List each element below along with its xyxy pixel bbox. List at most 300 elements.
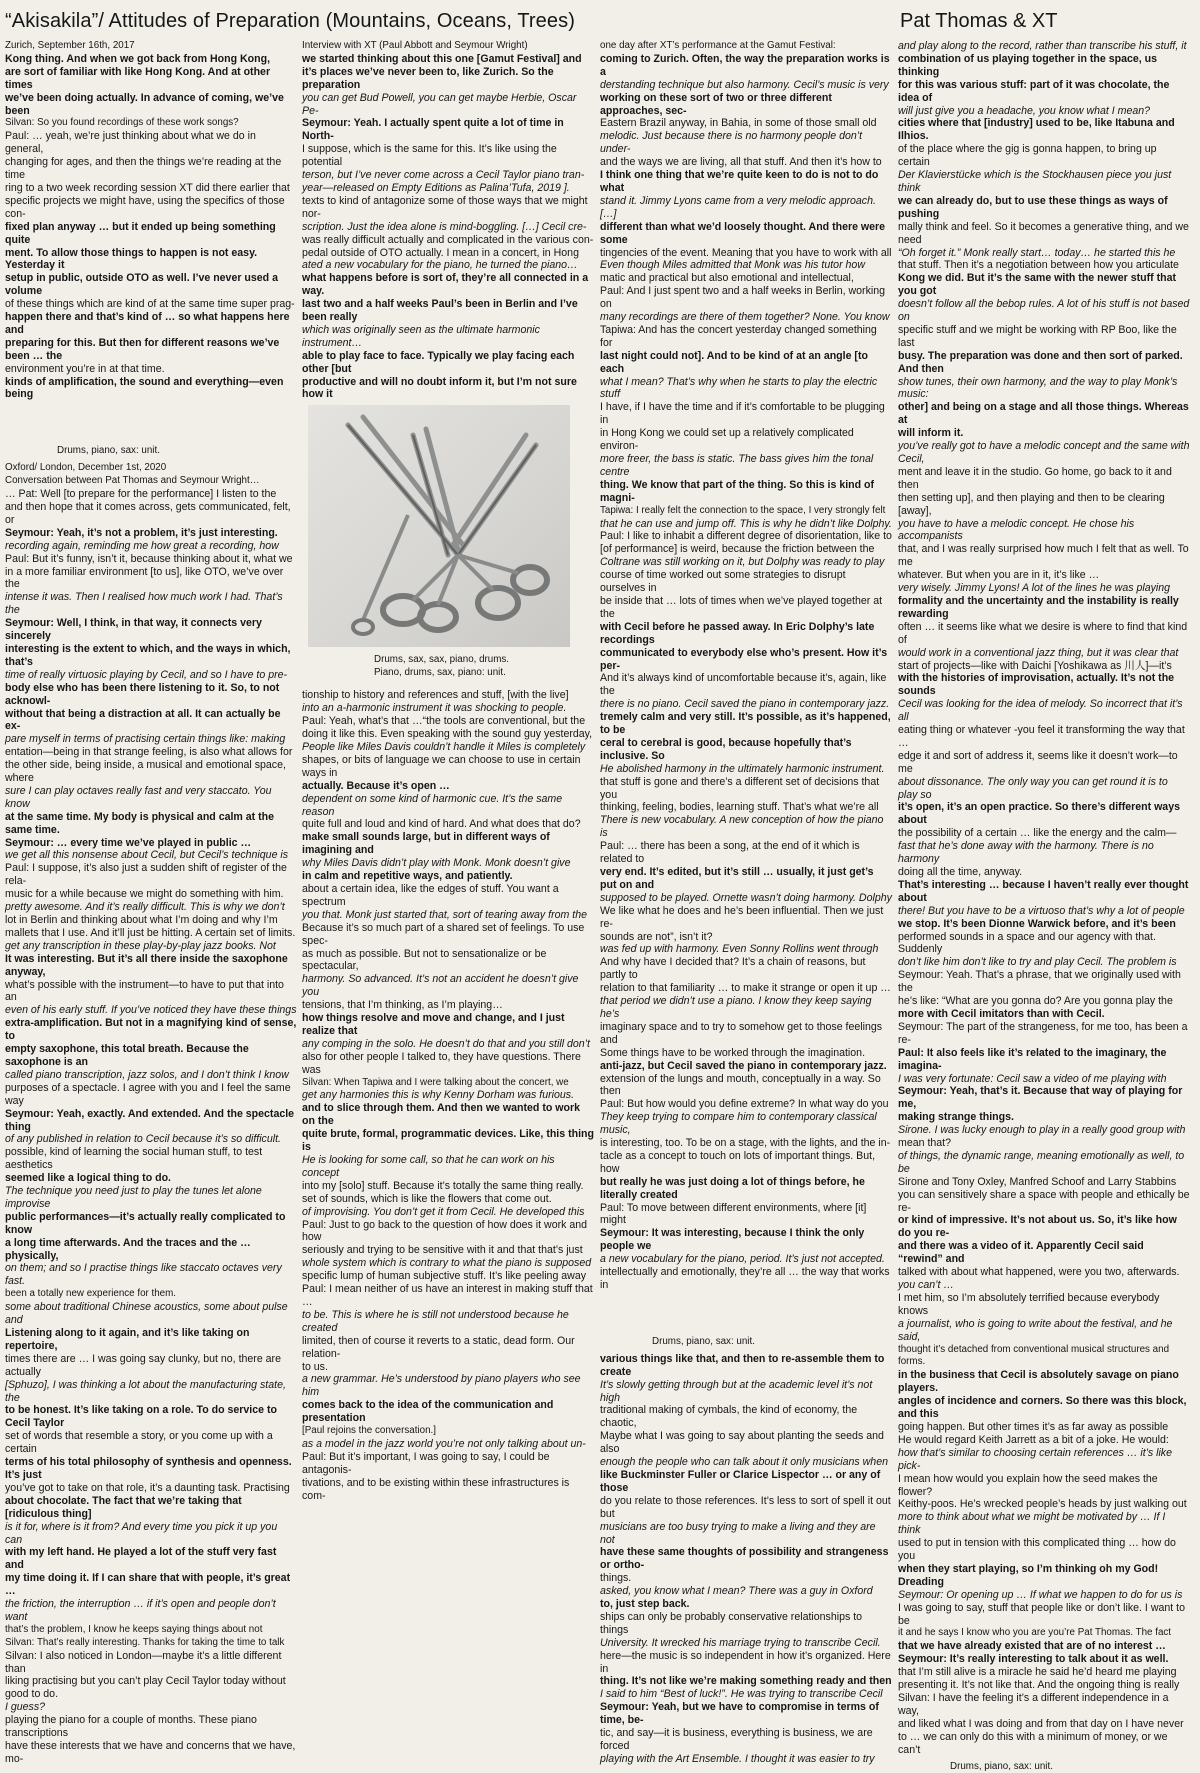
text-line: Silvan: I also noticed in London—maybe it’s a little different than [5,1649,282,1675]
text-line: ships can only be probably conservative relationships to things [600,1610,863,1636]
text-line: fixed plan anyway … but it ended up being something quite [5,220,276,246]
text-line: about a certain idea, like the edges of stuff. You want a spectrum [302,882,559,908]
text-line: playing with the Art Ensemble. I thought it was easier to try [600,1752,875,1765]
text-line: show tunes, their own harmony, and the way to play Monk’s music: [898,375,1178,401]
text-line: environment you’re in at that time. [5,362,165,375]
text-line: That’s interesting … because I haven’t really ever thought about [898,878,1189,904]
text-line: enough the people who can talk about it only musicians when [600,1456,888,1469]
text-line: tingencies of the event. Meaning that you have to work with all [600,246,892,259]
text-line: People like Miles Davis couldn’t handle it Miles is completely [302,741,586,753]
text-line: Some things have to be worked through the imagination. [600,1046,866,1059]
text-line: what happens before is sort of, they’re all connected in a way. [302,272,589,298]
text-line: with the histories of improvisation, actually. It’s not the sounds [898,672,1175,698]
text-line: even of his early stuff. If you’ve noticed they have these things [5,1004,297,1017]
text-line: you that. Monk just started that, sort of tearing away from the [302,908,587,921]
text-line: at the same time. My body is physical and calm at the same time. [5,810,275,836]
text-line: kinds of amplification, the sound and everything—even being [5,375,284,401]
text-line: do you relate to those references. It’s less to sort of spell it out but [600,1494,891,1520]
text-line: would work in a conventional jazz thing, but it was clear that [898,646,1179,659]
text-line: I guess? [5,1701,46,1714]
text-line: but really he was just doing a lot of things before, he literally created [600,1175,865,1201]
text-column-4 [898,40,1190,1772]
text-line: Paul: But it’s important, I was going to say, I could be antagonis- [302,1450,550,1476]
text-line: Seymour: Yeah. That’s a phrase, that we originally used with the [898,969,1181,995]
text-line: tic, and say—it is business, everything is business, we are forced [600,1727,873,1752]
text-line: Silvan: I have the feeling it’s a different independence in a way, [898,1692,1169,1717]
text-line: of things, the dynamic range, meaning emotionally as well, to be [898,1149,1185,1175]
text-line: will inform it. [898,427,964,440]
text-line: terms of his total philosophy of synthesis and openness. It’s just [5,1456,292,1481]
text-line: more freer, the bass is static. The bass gives him the tonal centre [600,453,874,478]
text-line: specific lump of human subjective stuff. It’s like peeling away [302,1270,587,1283]
text-line: Seymour: Or opening up … If what we happen to do for us is [898,1588,1183,1601]
text-line: called piano transcription, jazz solos, and I don’t think I know [5,1068,289,1081]
text-line: Seymour: It’s really interesting to talk about it as well. [898,1653,1169,1666]
text-line: that period we didn’t use a piano. I know they keep saying he’s [600,995,872,1020]
text-line: be inside that … lots of times when we’ve played together at the [600,594,883,620]
text-line: how that’s similar to choosing certain references … it’s like pick- [898,1446,1172,1472]
text-line: busy. The preparation was done and then sort of parked. And then [898,349,1183,375]
text-column-2 [302,40,594,1502]
text-line: you can’t … [898,1279,954,1291]
text-line: and then hope that it comes across, gets communicated, felt, or [5,501,291,526]
text-line: here—the music is so independent in how it’s organized. Here in [600,1649,891,1675]
text-line: [Paul rejoins the conversation.] [302,1425,436,1437]
text-line: formality and the uncertainty and the instability is really rewarding [898,594,1179,620]
text-line: scription. Just the idea alone is mind-boggling. […] Cecil cre- [302,220,587,233]
text-line: anti-jazz, but Cecil saved the piano in contemporary jazz. [600,1059,887,1072]
text-line: that stuff. Then it’s a negotiation between how you articulate [898,259,1179,272]
text-line: Seymour: Well, I think, in that way, it connects very sincerely [5,617,262,643]
text-line: recording again, reminding me how great a recording, how [5,539,279,552]
text-line: you can sensitively share a space with people and ethically be re- [898,1188,1190,1214]
text-line: presenting it. It’s not like that. And the ongoing thing is really [898,1679,1180,1692]
text-line: [of performance] is weird, because the friction between the [600,543,875,556]
artist-name: Pat Thomas & XT [900,10,1058,32]
text-line: Zurich, September 16th, 2017 [5,40,135,51]
text-line: Even though Miles admitted that Monk was his tutor how [600,259,865,272]
text-line: public performances—it’s actually really complicated to know [5,1210,286,1236]
text-line: and liked what I was doing and from that day on I have never [898,1717,1184,1730]
text-line: working on these sort of two or three different approaches, sec- [600,91,832,117]
text-line: have these same thoughts of possibility and strangeness or ortho- [600,1546,889,1572]
text-line: is it for, where is it from? And every time you pick it up you can [5,1520,278,1546]
text-line: you have to have a melodic concept. He chose his accompanists [898,517,1135,543]
text-line: asked, you know what I mean? There was a guy in Oxford [600,1585,873,1598]
text-line: sure I can play octaves really fast and very staccato. You know [5,784,272,810]
text-line: it’s places we’ve never been to, like Zurich. So the preparation [302,65,554,91]
text-line: time of really virtuosic playing by Cecil, and so I have to pre- [5,668,288,681]
text-line: specific stuff and we might be working with RP Boo, like the last [898,323,1177,349]
text-line: it’s open, it’s an open practice. So there’s different ways about [898,801,1180,827]
text-line: Tapiwa: And has the concert yesterday changed something for [600,323,877,349]
text-line: pedal outside of OTO actually. I mean in a concert, in Hong [302,246,579,259]
text-line: is interesting, too. To be on a stage, with the lights, and the in- [600,1137,891,1150]
text-line: [Sphuzo], I was thinking a lot about the manufacturing state, the [5,1378,286,1404]
text-line: intellectually and emotionally, they’re all … the way that works in [600,1266,890,1291]
text-line: some about traditional Chinese acoustics, some about pulse and [5,1301,288,1327]
text-line: happen there and that’s kind of … so what happens here and [5,311,290,336]
text-line: lot in Berlin and thinking about what I’m doing and why I’m [5,914,278,926]
column-4-caption: Drums, piano, sax: unit. [950,1760,1053,1772]
text-line: Paul: To move between different environments, where [it] might [600,1201,867,1227]
text-line: I mean how would you explain how the seed makes the flower? [898,1472,1158,1498]
text-line: performed sounds in a space and our agency with that. Suddenly [898,930,1156,956]
text-line: Conversation between Pat Thomas and Seymour Wright… [5,475,260,487]
text-column-3 [600,40,892,1765]
text-line: Seymour: Yeah, it’s not a problem, it’s just interesting. [5,526,278,539]
text-line: I have, if I have the time and if it’s comfortable to be plugging in [600,401,885,427]
text-line: and there was a video of it. Apparently Cecil said “rewind” and [898,1240,1144,1266]
text-line: of any published in relation to Cecil because it’s so difficult. [5,1133,281,1146]
text-line: what’s possible with the instrument—to have to put that into an [5,978,284,1004]
text-line: that stuff is gone and there’s a different set of decisions that you [600,775,880,801]
text-line: harmony. So advanced. It’s not an accident he doesn’t give you [302,973,579,999]
text-line: thinking, feeling, bodies, learning stuff. That’s what we’re all [600,801,879,814]
text-line: Coltrane was still working on it, but Dolphy was ready to play [600,556,885,569]
text-line: we started thinking about this one [Gamut Festival] and [302,52,582,65]
text-line: and to slice through them. And then we wanted to work on the [302,1102,580,1128]
text-line: like Buckminster Fuller or Clarice Lispector … or any of those [600,1468,881,1494]
text-line: texts to kind of antagonize some of those ways that we might nor- [302,194,588,220]
text-line: able to play face to face. Typically we play facing each other [but [302,349,575,375]
text-line: going happen. But other times it’s as far away as possible [898,1420,1169,1433]
text-line: Listening along to it again, and it’s like taking on repertoire, [5,1327,250,1352]
text-line: doing all the time, anyway. [898,866,1023,878]
text-line: combination of us playing together in the space, us thinking [898,52,1157,78]
text-line: He is looking for some call, so that he can work on his concept [302,1154,555,1179]
text-line: edge it and sort of address it, seems like it doesn’t work—to me [898,749,1178,775]
text-line: melodic. Just because there is no harmony people don’t under- [600,130,863,156]
text-line: quite full and loud and kind of hard. And what does that do? [302,818,581,831]
text-line: to be. This is where he is still not understood because he created [302,1308,569,1334]
text-line: seemed like a logical thing to do. [5,1172,172,1185]
text-line: I met him, so I’m absolutely terrified because everybody knows [898,1291,1160,1317]
text-line: tensions, that I’m thinking, as I’m playing… [302,999,503,1012]
text-line: about dissonance. The only way you can get round it is to play so [898,775,1168,801]
text-line: we stop. It’s been Dionne Warwick before, and it’s been [898,917,1176,930]
text-line: about chocolate. The fact that we’re taking that [ridiculous thing] [5,1494,242,1520]
text-line: purposes of a spectacle. I agree with you and I feel the same way [5,1081,291,1107]
text-line: that I’m still alive is a miracle he said he’d heard me playing [898,1666,1177,1679]
text-line: times there are … I was going say clunky, but no, there are actually [5,1352,281,1378]
text-line: why Miles Davis didn’t play with Monk. Monk doesn’t give [302,857,571,870]
text-line: actually. Because it’s open … [302,779,450,792]
text-line: I said to him “Best of luck!”. He was trying to transcribe Cecil [600,1688,883,1701]
text-line: year—released on Empty Editions as Palina’Tufa, 2019 ]. [302,181,570,194]
text-column-1 [5,40,297,1765]
text-line: ated a new vocabulary for the piano, he turned the piano… [302,259,578,272]
text-line: things. [600,1572,632,1585]
text-line: Tapiwa: I really felt the connection to the space, I very strongly felt [600,504,886,516]
text-line: get any harmonies this is why Kenny Dorham was furious. [302,1089,575,1102]
text-line: intense it was. Then I realised how much work I had. That’s the [5,591,283,617]
text-line: And it’s always kind of uncomfortable because it’s, again, like the [600,672,887,698]
text-line: we’ve been doing actually. In advance of coming, we’ve been [5,91,284,117]
text-line: Kong we did. But it’s the same with the newer stuff that you got [898,272,1177,298]
text-line: to us. [302,1360,328,1373]
text-line: and the ways we are living, all that stuff. And then it’s how to [600,156,882,169]
text-line: different than what we’d loosely thought. And there were some [600,220,886,246]
text-line: set of words that resemble a story, or you come up with a certain [5,1430,273,1456]
text-line: doing it like this. Even speaking with the sound guy yesterday, [302,728,593,741]
text-line: Paul: And I just spent two and a half weeks in Berlin, working on [600,285,886,311]
text-line: to, just step back. [600,1598,690,1611]
text-line: course of time worked out some strategies to disrupt ourselves in [600,569,846,595]
text-line: will just give you a headache, you know what I mean? [898,104,1151,117]
text-line: extension of the lungs and mouth, conceptually in a way. So then [600,1072,881,1098]
text-line: Paul: … yeah, we’re just thinking about what we do in general, [5,130,256,156]
text-line: you’ve got to take on that role, it’s a daunting task. Practising [5,1481,290,1494]
text-line: into my [solo] stuff. Because it’s totally the same thing really. [302,1179,584,1192]
text-line: music for a while because we might do something with him. [5,888,284,901]
text-line: Paul: Yeah, what’s that …“the tools are conventional, but the [302,715,586,728]
text-line: the friction, the interruption … if it’s open and people don’t want [5,1598,276,1623]
text-line: set of sounds, which is like the flowers that come out. [302,1192,552,1205]
text-line: get any transcription in these play-by-play jazz books. Not [5,939,276,952]
text-line: a journalist, who is going to write about the festival, and he said, [898,1317,1173,1343]
text-line: making strange things. [898,1111,1014,1124]
text-line: without that being a distraction at all. It can actually be ex- [5,707,281,733]
text-line: fast that he’s done away with the harmony. There is no harmony [898,840,1154,866]
text-line: derstanding technique but also harmony. Cecil’s music is very [600,78,889,91]
text-line: on them; and so I practise things like staccato octaves very fast. [5,1262,282,1288]
text-line: There is new vocabulary. A new conception of how the piano is [600,814,884,840]
text-line: limited, then of course it reverts to a static, dead form. Our relation- [302,1334,575,1360]
text-line: tivations, and to be existing within these infrastructures is com- [302,1476,570,1502]
text-line: stand it. Jimmy Lyons came from a very melodic approach. […] [600,194,876,220]
text-line: Paul: … there has been a song, at the end of it which is related to [600,840,860,866]
text-line: into an a-harmonic instrument it was shocking to people. [302,702,567,715]
text-line: start of projects—like with Daichi [Yoshikawa as 川人]—it’s [898,659,1172,672]
text-line: traditional making of cymbals, the kind of economy, the chaotic, [600,1404,858,1430]
text-line: to … we can only do this with a minimum of money, or we can’t [898,1730,1168,1756]
text-line: also for other people I talked to, they have questions. There was [302,1050,581,1076]
text-line: one day after XT’s performance at the Gamut Festival: [600,40,836,51]
text-line: that we have already existed that are of no interest … [898,1640,1166,1653]
text-line: Sirone. I was lucky enough to play in a really good group with [898,1124,1186,1137]
text-line: quite brute, formal, programmatic devices. Like, this thing is [302,1128,594,1154]
text-line: mally think and feel. So it becomes a generative thing, and we need [898,220,1189,246]
text-line: of the place where the gig is gonna happen, to bring up certain [898,143,1157,169]
text-line: comes back to the idea of the communication and presentation [302,1399,554,1425]
text-line: with my left hand. He played a lot of the stuff very fast and [5,1546,277,1572]
text-line: I think one thing that we’re quite keen to do is not to do what [600,169,879,194]
text-line: talked with about what happened, were you two, afterwards. [898,1266,1180,1279]
text-line: very wisely. Jimmy Lyons! A lot of the lines he was playing [898,582,1171,595]
text-line: imaginary space and to try to somehow get to those feelings and [600,1020,883,1046]
text-line: many recordings are there of them together? None. You know [600,311,890,324]
text-line: Because it’s so much part of a shared set of feelings. To use spec- [302,921,585,947]
text-line: a new vocabulary for the piano, period. It’s just not accepted. [600,1253,885,1266]
text-line: there! But you have to be a virtuoso that’s why a lot of people [898,904,1185,917]
text-line: specific projects we might have, using the specifics of those con- [5,194,285,220]
text-line: of improvising. You don’t get it from Cecil. He developed this [302,1205,585,1218]
text-line: angles of incidence and corners. So there was this block, and this [898,1395,1187,1421]
text-line: very end. It’s edited, but it’s still … usually, it just get’s put on and [600,866,874,891]
album-title: “Akisakila”/ Attitudes of Preparation (Mountains, Oceans, Trees) [5,10,575,32]
text-line: Oxford/ London, December 1st, 2020 [5,462,167,474]
text-line: shapes, or bits of language we can choose to use in certain ways in [302,753,581,779]
text-line: Sirone and Tony Oxley, Manfred Schoof and Larry Stabbins [898,1175,1177,1188]
photo-caption-line-1: Drums, sax, sax, piano, drums. [374,654,510,666]
text-line: Silvan: So you found recordings of these work songs? [5,117,239,129]
text-line: Maybe what I was going to say about planting the seeds and also [600,1430,884,1456]
text-line: “Oh forget it.” Monk really start… today… he started this he [898,246,1176,259]
text-line: Eastern Brazil anyway, in Bahia, in some of those small old [600,117,877,130]
text-line: preparing for this. But then for different reasons we’ve been … the [5,336,280,362]
text-line: of these things which are kind of at the same time super prag- [5,298,295,311]
text-line: was fed up with harmony. Even Sonny Rollins went through [600,943,879,956]
text-line: cities where that [industry] used to be, like Itabuna and Ilhios. [898,117,1175,143]
text-line: good to do. [5,1688,59,1701]
text-line: last night could not]. And to be kind of at an angle [to each [600,349,868,375]
text-line: Seymour: Yeah, exactly. And extended. And the spectacle thing [5,1107,295,1133]
text-line: seriously and trying to be sensitive with it and that that’s just [302,1244,583,1257]
text-line: communicated to everybody else who’s present. How it’s per- [600,646,888,672]
text-line: tionship to history and references and stuff, [with the live] [302,689,569,702]
text-line: last two and a half weeks Paul’s been in Berlin and I’ve been really [302,298,578,324]
text-line: playing the piano for a couple of months. These piano transcriptions [5,1714,257,1740]
text-line: Seymour: Yeah, but we have to compromise in terms of time, be- [600,1701,879,1727]
text-line: often … it seems like what we desire is where to find that kind of [898,620,1188,646]
text-line: what I mean? That’s why when he starts to play the electric stuff [600,375,878,401]
text-line: Seymour: It was interesting, because I think the only people we [600,1227,865,1253]
text-line: coming to Zurich. Often, the way the preparation works is a [600,52,890,78]
text-line: Paul: It also feels like it’s related to the imaginary, the imagina- [898,1046,1167,1072]
text-line: It’s slowly getting through but at the academic level it’s not high [600,1378,873,1404]
text-line: was really difficult actually and complicated in the various con- [302,233,594,246]
text-line: the other side, being inside, a musical and emotional space, where [5,759,286,785]
text-line: more to think about what we might be motivated by … If I think [898,1511,1166,1537]
text-line: Der Klavierstücke which is the Stockhausen piece you just think [898,169,1172,194]
text-line: for this was various stuff: part of it was chocolate, the idea of [898,78,1170,104]
text-line: when they start playing, so I’m thinking oh my God! Dreading [898,1562,1159,1588]
text-line: relation to that familiarity … to make it strange or open it up … [600,982,891,995]
text-line: or kind of impressive. It’s not about us. So, it’s like how do you re- [898,1214,1177,1240]
text-line: you’ve really got to have a melodic concept and the same with Cecil, [898,440,1190,465]
text-line: … Pat: Well [to prepare for the performance] I listen to the [5,488,277,501]
text-line: I suppose, which is the same for this. It’s like using the potential [302,143,557,169]
text-line: ment. To allow those things to happen is not easy. Yesterday it [5,246,258,272]
text-line: We like what he does and he’s been influential. Then we just re- [600,904,884,930]
text-line: Paul: Just to go back to the question of how does it work and how [302,1218,588,1244]
text-line: he’s like: “What are you gonna do? Are you gonna play the [898,995,1173,1008]
text-line: we can already do, but to use these things as ways of pushing [898,194,1168,220]
text-line: a new grammar. He’s understood by piano players who see him [302,1373,581,1399]
text-line: Seymour: … every time we’ve played in public … [5,836,252,849]
paragraph-gap [5,401,297,441]
text-line: University. It wrecked his marriage trying to transcribe Cecil. [600,1636,881,1649]
text-line: liking practising but you can’t play Cecil Taylor today without [5,1675,286,1688]
text-line: tacle as a concept to touch on lots of important things. But, how [600,1149,876,1175]
text-line: He would regard Keith Jarrett as a bit of a joke. He would: [898,1433,1169,1446]
text-line: productive and will no doubt inform it, but I’m not sure how it [302,375,577,401]
text-line: been a totally new experience for them. [5,1288,177,1300]
text-line: And why have I decided that? It’s a chain of reasons, but partly to [600,956,866,982]
text-line: I was very fortunate: Cecil saw a video of me playing with [898,1072,1167,1085]
text-line: changing for ages, and then the things we’re reading at the time [5,156,282,182]
text-line: Silvan: That’s really interesting. Thanks for taking the time to talk [5,1636,285,1648]
photo-caption-line-2: Piano, drums, sax, piano: unit. [374,667,506,679]
text-line: the possibility of a certain … like the energy and the calm— [898,827,1177,840]
text-line: musicians are too busy trying to make a living and they are not [600,1520,876,1546]
text-line: have these interests that we have and concerns that we have, mo- [5,1740,296,1765]
text-line: as much as possible. But not to sensationalize or be spectacular, [302,947,547,973]
text-line: then setting up], and then playing and then to be clearing [away], [898,491,1165,517]
text-line: eating thing or whatever -you feel it transforming the way that … [898,724,1185,749]
text-line: possible, kind of learning the social human stuff, to test aesthetics [5,1146,263,1172]
text-line: Paul: But it’s funny, isn’t it, because thinking about it, what we [5,552,293,565]
text-line: don’t like him don’t like to try and play Cecil. The problem is [898,956,1177,969]
text-line: Paul: I like to inhabit a different degree of disorientation, like to [600,530,892,543]
text-line: thing. It’s not like we’re making something ready and then [600,1675,892,1688]
text-line: my time doing it. If I can share that with people, it’s great … [5,1572,291,1598]
text-line: how things resolve and move and change, and I just realize that [302,1012,565,1037]
text-line: Interview with XT (Paul Abbott and Seymour Wright) [302,40,528,51]
scissors-photo [308,405,570,647]
text-line: terson, but I’ve never come across a Cecil Taylor piano tran- [302,169,585,182]
text-line: that’s the problem, I know he keeps saying things about not [5,1623,263,1635]
text-line: to be honest. It’s like taking on a role. To do service to Cecil Taylor [5,1404,277,1430]
text-line: He abolished harmony in the ultimately harmonic instrument. [600,762,885,775]
text-line: sounds are not”, isn’t it? [600,930,713,943]
text-line: body else who has been there listening to it. So, to not acknowl- [5,681,280,707]
text-line: in Hong Kong we could set up a relatively complicated environ- [600,427,854,453]
text-line: setup in public, outside OTO as well. I’ve never used a volume [5,272,278,298]
text-line: in calm and repetitive ways, and patiently. [302,870,513,883]
text-line: entation—being in that strange feeling, is also what allows for [5,746,293,759]
text-line: a long time afterwards. And the traces and the … physically, [5,1236,251,1262]
text-line: Seymour: Yeah, that’s it. Because that way of playing for me, [898,1085,1183,1111]
text-line: various things like that, and then to re-assemble them to create [600,1352,885,1378]
text-line: ment and leave it in the studio. Go home, go back to it and then [898,465,1172,491]
surgical-scissors-image [308,405,570,647]
text-line: in the business that Cecil is absolutely savage on piano players. [898,1369,1179,1395]
text-line: are sort of familiar with like Hong Kong. And at other times [5,65,271,91]
text-line: which was originally seen as the ultimate harmonic instrument… [302,323,540,349]
text-line: dependent on some kind of harmonic cue. It’s the same reason [302,792,563,818]
text-line: supposed to be played. Ornette wasn’t doing harmony. Dolphy [600,891,892,904]
text-line: other] and being on a stage and all those things. Whereas at [898,401,1189,427]
text-line: pretty awesome. And it’s really difficult. This is why we don’t [5,901,285,914]
text-line: whole system which is contrary to what the piano is supposed [302,1257,592,1270]
text-line: Seymour: The part of the strangeness, for me too, has been a re- [898,1020,1188,1046]
text-line: in a more familiar environment [to us], like OTO, we’ve over the [5,565,284,591]
text-line: Silvan: When Tapiwa and I were talking about the concert, we [302,1076,569,1088]
text-line: Cecil was looking for the idea of melody. So incorrect that it’s all [898,698,1183,724]
text-line: Keithy-poos. He’s wrecked people’s heads by just walking out [898,1498,1187,1511]
text-line: tremely calm and very still. It’s possible, as it’s happened, to be [600,711,891,737]
text-line: used to put in tension with this complicated thing … how do you [898,1537,1176,1563]
text-line: any comping in the solo. He doesn’t do that and you still don’t [302,1037,590,1050]
text-line: doesn’t follow all the bebop rules. A lot of his stuff is not based on [898,298,1190,324]
text-line: It was interesting. But it’s all there inside the saxophone anyway, [5,952,288,978]
text-line: whatever. But when you are in it, it’s like … [898,569,1100,582]
text-line: Kong thing. And when we got back from Hong Kong, [5,52,271,65]
text-line: interesting is the extent to which, and the ways in which, that’s [5,642,291,668]
text-line: The technique you need just to play the tunes let alone improvise [5,1185,262,1210]
text-line: ring to a two week recording session XT did there earlier that [5,181,290,194]
column-3-caption: Drums, piano, sax: unit. [652,1335,755,1347]
text-line: there is no piano. Cecil saved the piano in contemporary jazz. [600,698,890,711]
text-line: and play along to the record, rather than transcribe his stuff, it [898,40,1187,52]
text-line: empty saxophone, this total breath. Because the saxophone is an [5,1043,249,1068]
text-line: as a model in the jazz world you’re not only talking about un- [302,1437,586,1450]
text-line: thought it’s detached from conventional musical structures and forms. [898,1343,1170,1368]
text-line: more with Cecil imitators than with Cecil. [898,1007,1105,1020]
text-line: mean that? [898,1137,952,1150]
